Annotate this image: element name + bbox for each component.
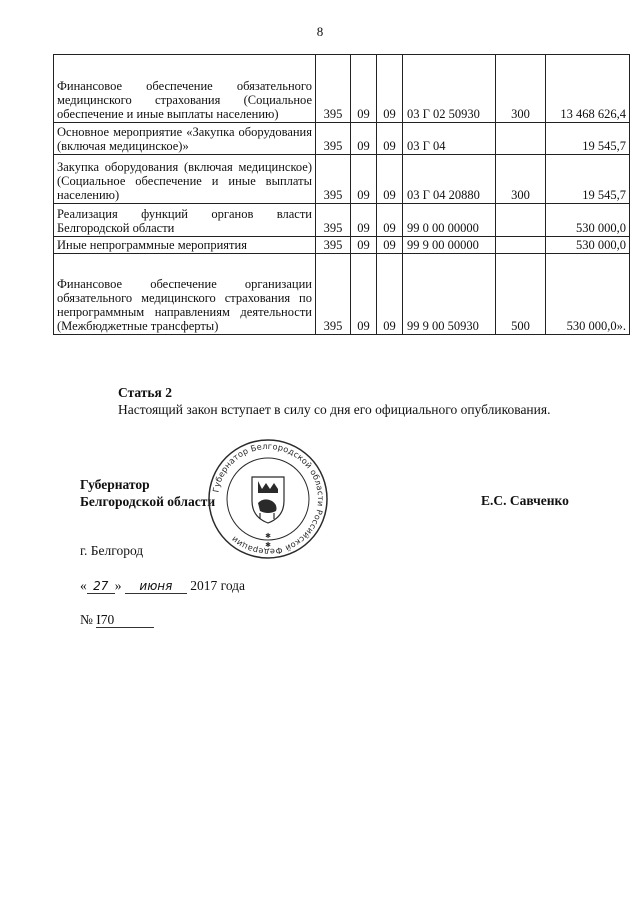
row-pr: 09 bbox=[377, 55, 403, 123]
row-pr: 09 bbox=[377, 155, 403, 204]
date-year: 2017 года bbox=[190, 578, 246, 593]
signatory-title-line1: Губернатор bbox=[80, 477, 150, 492]
star-icon: ✱ bbox=[265, 541, 271, 549]
row-gr: 395 bbox=[316, 254, 351, 335]
signing-date bbox=[80, 578, 245, 594]
row-vr bbox=[496, 123, 546, 155]
number-value: I70 bbox=[96, 613, 154, 628]
budget-table bbox=[53, 54, 630, 335]
row-name: Иные непрограммные мероприятия bbox=[54, 237, 316, 254]
row-sum: 19 545,7 bbox=[546, 155, 630, 204]
table-row bbox=[54, 155, 630, 204]
row-pr: 09 bbox=[377, 204, 403, 237]
row-rz: 09 bbox=[351, 254, 377, 335]
row-csr: 99 9 00 50930 bbox=[403, 254, 496, 335]
table-row bbox=[54, 123, 630, 155]
row-gr: 395 bbox=[316, 204, 351, 237]
row-sum: 13 468 626,4 bbox=[546, 55, 630, 123]
row-rz: 09 bbox=[351, 55, 377, 123]
table-row bbox=[54, 204, 630, 237]
signatory-title bbox=[80, 476, 215, 510]
row-name: Финансовое обеспечение обязательного медицинского страхования (Социальное обеспечение и иные выплаты населению) bbox=[54, 55, 316, 123]
row-gr: 395 bbox=[316, 237, 351, 254]
row-csr: 03 Г 04 20880 bbox=[403, 155, 496, 204]
row-pr: 09 bbox=[377, 237, 403, 254]
page-number: 8 bbox=[316, 24, 324, 39]
row-pr: 09 bbox=[377, 254, 403, 335]
number-label: № bbox=[80, 612, 93, 627]
row-sum: 530 000,0 bbox=[546, 237, 630, 254]
row-csr: 99 9 00 00000 bbox=[403, 237, 496, 254]
row-rz: 09 bbox=[351, 237, 377, 254]
row-name: Финансовое обеспечение организации обязательного медицинского страхования по непрограммным направлениям деятельности (Межбюджетные трансферты) bbox=[54, 254, 316, 335]
date-month: июня bbox=[125, 579, 187, 594]
row-gr: 395 bbox=[316, 55, 351, 123]
row-rz: 09 bbox=[351, 204, 377, 237]
row-name: Закупка оборудования (включая медицинское) (Социальное обеспечение и иные выплаты населению) bbox=[54, 155, 316, 204]
date-open-quote: « bbox=[80, 578, 87, 593]
document-number bbox=[80, 612, 154, 628]
table-row bbox=[54, 254, 630, 335]
row-vr: 300 bbox=[496, 55, 546, 123]
row-vr bbox=[496, 237, 546, 254]
row-sum: 19 545,7 bbox=[546, 123, 630, 155]
row-rz: 09 bbox=[351, 155, 377, 204]
row-name: Реализация функций органов власти Белгородской области bbox=[54, 204, 316, 237]
article-text: Настоящий закон вступает в силу со дня его официального опубликования. bbox=[118, 402, 551, 417]
row-gr: 395 bbox=[316, 155, 351, 204]
official-seal bbox=[206, 437, 330, 561]
signatory-title-line2: Белгородской области bbox=[80, 494, 216, 509]
table-row bbox=[54, 237, 630, 254]
row-csr: 03 Г 04 bbox=[403, 123, 496, 155]
row-sum: 530 000,0 bbox=[546, 204, 630, 237]
coat-of-arms-icon bbox=[252, 477, 284, 523]
row-vr: 500 bbox=[496, 254, 546, 335]
place-of-signing: г. Белгород bbox=[80, 543, 144, 558]
date-close-quote: » bbox=[114, 578, 122, 593]
row-vr: 300 bbox=[496, 155, 546, 204]
article-title: Статья 2 bbox=[118, 385, 172, 400]
row-csr: 99 0 00 00000 bbox=[403, 204, 496, 237]
row-vr bbox=[496, 204, 546, 237]
row-rz: 09 bbox=[351, 123, 377, 155]
date-day: 27 bbox=[87, 579, 115, 594]
row-pr: 09 bbox=[377, 123, 403, 155]
row-gr: 395 bbox=[316, 123, 351, 155]
row-sum: 530 000,0». bbox=[546, 254, 630, 335]
star-icon: ✱ bbox=[265, 532, 271, 540]
row-name: Основное мероприятие «Закупка оборудования (включая медицинское)» bbox=[54, 123, 316, 155]
signatory-name: Е.С. Савченко bbox=[481, 493, 569, 508]
row-csr: 03 Г 02 50930 bbox=[403, 55, 496, 123]
seal-text: Губернатор Белгородской области Российской Федерации bbox=[210, 440, 327, 558]
table-row bbox=[54, 55, 630, 123]
